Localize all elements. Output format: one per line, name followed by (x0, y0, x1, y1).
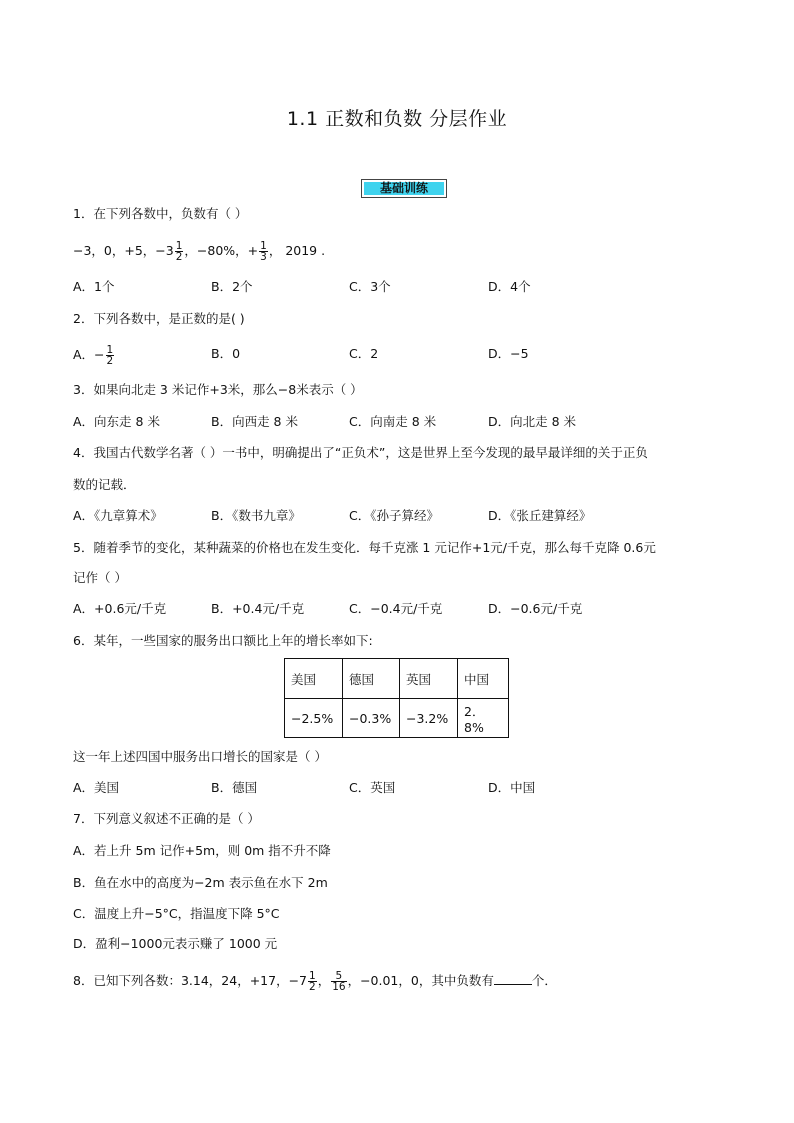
q2-option-b: B．0 (211, 346, 241, 361)
q7-option-d: D．盈利−1000元表示赚了 1000 元 (73, 936, 278, 951)
q3-option-a: A．向东走 8 米 (73, 414, 160, 429)
q5-option-a: A．+0.6元/千克 (73, 601, 167, 616)
q7-option-c: C．温度上升−5°C，指温度下降 5°C (73, 906, 280, 921)
q8-answer-blank[interactable] (494, 972, 532, 985)
q1-fraction-third: $\frac{1}{3}$ (260, 240, 267, 263)
table-value-germany: −0.3% (343, 699, 400, 738)
table-value-china: 2．8% (458, 699, 509, 738)
q1-stem: 1．在下列各数中，负数有（ ） (73, 206, 248, 221)
q5-stem-line1: 5．随着季节的变化，某种蔬菜的价格也在发生变化．每千克涨 1 元记作+1元/千克，那么每千克降 0.6元 (73, 540, 656, 555)
q4-stem-line2: 数的记载． (73, 477, 136, 492)
table-header-china: 中国 (458, 659, 509, 699)
q6-option-c: C．英国 (349, 780, 396, 795)
q1-option-b: B．2个 (211, 279, 253, 294)
section-badge (361, 179, 447, 198)
table-value-uk: −3.2% (400, 699, 458, 738)
q6-option-a: A．美国 (73, 780, 120, 795)
table-value-usa: −2.5% (285, 699, 343, 738)
q1-option-c: C．3个 (349, 279, 391, 294)
table-header-uk: 英国 (400, 659, 458, 699)
q7-option-a: A．若上升 5m 记作+5m，则 0m 指不升不降 (73, 843, 331, 858)
q3-stem: 3．如果向北走 3 米记作+3米，那么−8米表示（ ） (73, 382, 363, 397)
table-header-germany: 德国 (343, 659, 400, 699)
q2-option-a: A．− $\frac{1}{2}$ (73, 344, 114, 367)
growth-rate-table (284, 658, 509, 738)
page-title: 1.1 正数和负数 分层作业 (286, 108, 508, 130)
q8-fraction-half: $\frac{1}{2}$ (309, 970, 316, 993)
q1-option-d: D．4个 (488, 279, 531, 294)
q4-option-c: C．《孙子算经》 (349, 508, 439, 523)
q4-stem-line1: 4．我国古代数学名著（ ）一书中，明确提出了“正负术”，这是世界上至今发现的最早最详细的关于正负 (73, 445, 648, 460)
q2-option-c: C．2 (349, 346, 379, 361)
q4-option-d: D．《张丘建算经》 (488, 508, 592, 523)
q1-option-a: A．1个 (73, 279, 115, 294)
q6-question: 这一年上述四国中服务出口增长的国家是（ ） (73, 749, 327, 764)
q1-numbers-a: −3，0，+5，−3 (73, 243, 174, 258)
q5-stem-line2: 记作（ ） (73, 570, 127, 585)
q5-option-d: D．−0.6元/千克 (488, 601, 583, 616)
q2-option-d: D．−5 (488, 346, 529, 361)
q6-stem: 6．某年，一些国家的服务出口额比上年的增长率如下: (73, 633, 373, 648)
section-label: 基础训练 (364, 182, 444, 195)
table-header-row (285, 659, 509, 699)
q1-fraction-half: $\frac{1}{2}$ (175, 240, 183, 263)
q4-option-a: A．《九章算术》 (73, 508, 163, 523)
table-header-usa: 美国 (285, 659, 343, 699)
q8-stem: 8．已知下列各数：3.14，24，+17，−7 $\frac{1}{2}$ ， $\frac{5}{16}$ ，−0.01，0，其中负数有 个． (73, 970, 557, 993)
q3-option-c: C．向南走 8 米 (349, 414, 437, 429)
q8-fraction-five-sixteenths: $\frac{5}{16}$ (332, 970, 346, 993)
q3-option-b: B．向西走 8 米 (211, 414, 298, 429)
q1-numbers-b: ，−80%，+ (184, 243, 259, 258)
table-value-row (285, 699, 509, 738)
q2-fraction: $\frac{1}{2}$ (106, 344, 114, 367)
q7-stem: 7．下列意义叙述不正确的是（ ） (73, 811, 260, 826)
q1-numbers (73, 241, 325, 262)
q6-option-b: B．德国 (211, 780, 258, 795)
q1-numbers-c: ， 2019 . (268, 243, 326, 258)
q4-option-b: B．《数书九章》 (211, 508, 301, 523)
q5-option-c: C．−0.4元/千克 (349, 601, 443, 616)
q2-stem: 2．下列各数中，是正数的是( ) (73, 311, 245, 326)
q5-option-b: B．+0.4元/千克 (211, 601, 305, 616)
q6-option-d: D．中国 (488, 780, 536, 795)
q3-option-d: D．向北走 8 米 (488, 414, 577, 429)
q7-option-b: B．鱼在水中的高度为−2m 表示鱼在水下 2m (73, 875, 328, 890)
